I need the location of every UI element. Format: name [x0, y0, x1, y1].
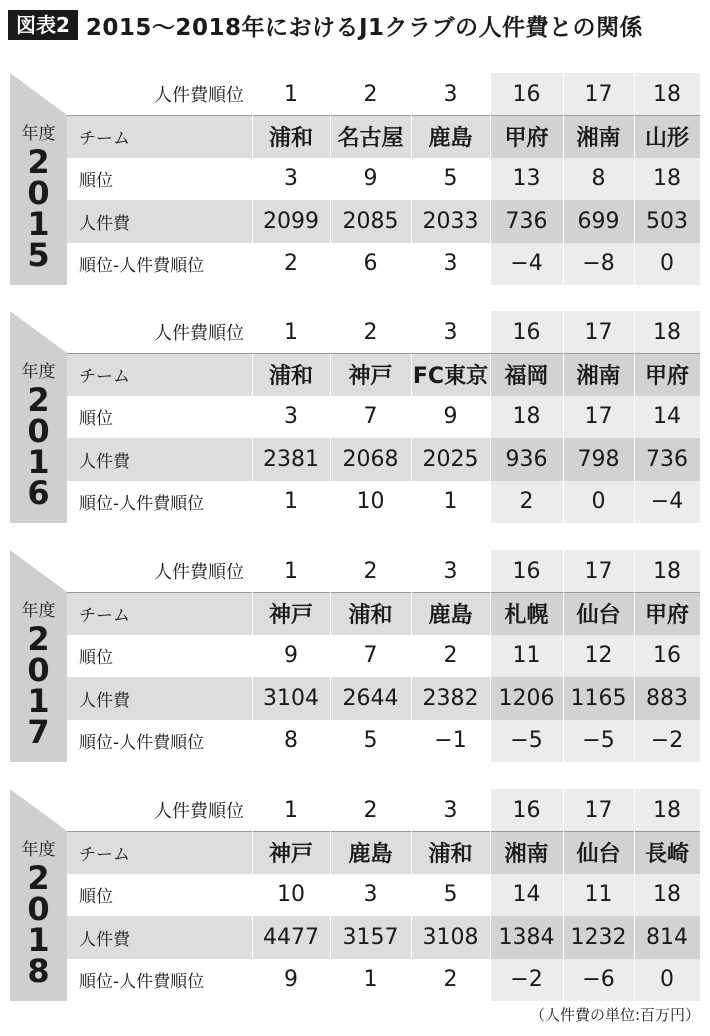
table-cell: 16 [634, 635, 700, 678]
rank-header-cell: 17 [584, 319, 613, 345]
table-cell: 1384 [490, 916, 563, 959]
table-cell: 2 [490, 481, 563, 524]
corner-diagonal [10, 550, 67, 592]
table-cell: 2 [284, 251, 298, 277]
column-divider [563, 789, 564, 1001]
table-cell: 503 [634, 200, 700, 243]
year-digit: 1 [27, 682, 50, 720]
year-column [10, 831, 67, 1001]
table-cell: 0 [634, 243, 700, 286]
rank-header-label: 人件費順位 [154, 801, 244, 822]
table-cell: 0 [634, 959, 700, 1002]
table-cell: 1232 [563, 916, 634, 959]
year-column [10, 592, 67, 762]
table-cell: −5 [563, 720, 634, 763]
position-row [67, 396, 700, 439]
rank-header-label: 人件費順位 [154, 562, 244, 583]
year-digits [10, 859, 67, 990]
figure-title: 2015〜2018年におけるJ1クラブの人件費との関係 [85, 14, 644, 41]
year-digits [10, 381, 67, 512]
column-divider [634, 550, 635, 762]
row-label: チーム [79, 366, 130, 387]
rank-header-cell: 3 [443, 319, 458, 345]
year-table [10, 73, 700, 285]
year-digit: 1 [27, 205, 50, 243]
table-cell: 神戸 [348, 363, 393, 389]
table-cell: 福岡 [490, 353, 563, 396]
row-label: チーム [79, 128, 130, 149]
column-divider [411, 73, 412, 285]
corner-diagonal [10, 73, 67, 115]
cost-row [67, 916, 700, 959]
table-cell: 1 [443, 489, 458, 515]
column-divider [490, 311, 491, 523]
table-cell: 神戸 [268, 602, 313, 628]
table-cell: 甲府 [634, 353, 700, 396]
rank-header-cell: 18 [653, 797, 681, 823]
rank-header-cell: 17 [584, 797, 613, 823]
table-cell: 浦和 [268, 125, 313, 151]
row-label: 順位 [79, 648, 113, 669]
table-cell: 3 [443, 251, 458, 277]
table-cell: 10 [356, 489, 385, 515]
table-cell: 6 [363, 251, 378, 277]
year-digit: 0 [27, 412, 50, 450]
table-cell: −1 [434, 728, 467, 754]
column-divider [490, 550, 491, 762]
table-cell: 883 [634, 677, 700, 720]
table-cell: 3 [284, 404, 298, 430]
row-label: チーム [79, 605, 130, 626]
table-cell: 浦和 [428, 841, 473, 867]
table-cell: 鹿島 [428, 602, 473, 628]
row-label: 人件費 [79, 690, 130, 711]
header-divider [67, 831, 700, 832]
row-label: 順位 [79, 171, 113, 192]
rank-header-cell: 3 [443, 81, 458, 107]
table-cell: 湘南 [563, 353, 634, 396]
table-cell: 1206 [490, 677, 563, 720]
table-cell: 仙台 [563, 831, 634, 874]
corner-diagonal [10, 311, 67, 353]
table-cell: −8 [563, 243, 634, 286]
column-divider [330, 73, 331, 285]
position-row [67, 874, 700, 917]
table-cell: 2085 [342, 208, 399, 234]
table-cell: −2 [490, 959, 563, 1002]
table-cell: 7 [363, 643, 378, 669]
table-cell: 8 [284, 728, 298, 754]
row-label: 人件費 [79, 929, 130, 950]
rank-header-label: 人件費順位 [154, 323, 244, 344]
diff-row [67, 243, 700, 286]
year-digit: 1 [27, 443, 50, 481]
year-digit: 8 [27, 952, 50, 990]
table-cell: 3 [284, 166, 298, 192]
table-cell: 湘南 [490, 831, 563, 874]
team-row [67, 353, 700, 396]
table-cell: 名古屋 [337, 125, 404, 151]
team-row [67, 592, 700, 635]
column-divider [411, 311, 412, 523]
year-table [10, 311, 700, 523]
year-digit: 1 [27, 921, 50, 959]
year-digit: 0 [27, 890, 50, 928]
rank-header-cell: 1 [284, 81, 298, 107]
table-cell: 18 [634, 874, 700, 917]
rank-header-cell: 18 [653, 319, 681, 345]
rank-header-cell: 1 [284, 797, 298, 823]
table-cell: 2381 [263, 446, 319, 472]
column-divider [490, 789, 491, 1001]
diff-row [67, 959, 700, 1002]
header-divider [67, 592, 700, 593]
year-label: 年度 [21, 362, 56, 382]
table-cell: 3157 [342, 924, 399, 950]
rank-header-cell: 16 [512, 797, 541, 823]
column-divider [634, 311, 635, 523]
rank-header-cell: 16 [512, 81, 541, 107]
table-cell: 10 [277, 882, 305, 908]
table-cell: 2025 [422, 446, 479, 472]
row-label: 順位-人件費順位 [79, 972, 205, 993]
corner-diagonal [10, 789, 67, 831]
row-label: 順位 [79, 887, 113, 908]
rank-header-cell: 3 [443, 558, 458, 584]
year-column [10, 115, 67, 285]
diff-row [67, 720, 700, 763]
table-cell: 9 [284, 967, 298, 993]
figure-tag: 図表2 [8, 10, 78, 40]
table-cell: 1165 [563, 677, 634, 720]
row-label: 順位-人件費順位 [79, 733, 205, 754]
table-cell: 1 [284, 489, 298, 515]
rank-header-cell: 2 [363, 81, 378, 107]
year-table [10, 789, 700, 1001]
table-cell: 2099 [263, 208, 319, 234]
table-cell: 3104 [263, 685, 319, 711]
rank-header-cell: 3 [443, 797, 458, 823]
table-cell: 17 [563, 396, 634, 439]
table-cell: 山形 [634, 115, 700, 158]
position-row [67, 635, 700, 678]
table-cell: 5 [443, 882, 458, 908]
column-divider [634, 73, 635, 285]
table-cell: 甲府 [634, 592, 700, 635]
table-cell: 鹿島 [428, 125, 473, 151]
table-cell: −4 [490, 243, 563, 286]
table-cell: 長崎 [634, 831, 700, 874]
position-row [67, 158, 700, 201]
year-digit: 2 [27, 859, 50, 897]
column-divider [490, 73, 491, 285]
table-cell: 0 [563, 481, 634, 524]
column-divider [330, 550, 331, 762]
table-cell: 736 [634, 438, 700, 481]
column-divider [563, 73, 564, 285]
table-cell: 814 [634, 916, 700, 959]
year-column [10, 353, 67, 523]
year-digit: 0 [27, 174, 50, 212]
table-cell: −4 [634, 481, 700, 524]
diff-row [67, 481, 700, 524]
year-digit: 6 [27, 474, 50, 512]
rank-header-cell: 2 [363, 319, 378, 345]
table-cell: 2644 [342, 685, 399, 711]
table-cell: 5 [443, 166, 458, 192]
cost-row [67, 438, 700, 481]
table-cell: −6 [563, 959, 634, 1002]
table-cell: 12 [563, 635, 634, 678]
table-cell: 699 [563, 200, 634, 243]
table-cell: 9 [284, 643, 298, 669]
column-divider [330, 789, 331, 1001]
table-cell: 3 [363, 882, 378, 908]
rank-header-cell: 1 [284, 558, 298, 584]
column-divider [252, 550, 253, 762]
table-cell: 936 [490, 438, 563, 481]
header-divider [67, 115, 700, 116]
cost-row [67, 677, 700, 720]
table-cell: 5 [363, 728, 378, 754]
team-row [67, 115, 700, 158]
table-cell: 1 [363, 967, 378, 993]
table-cell: 13 [490, 158, 563, 201]
cost-row [67, 200, 700, 243]
year-digit: 2 [27, 381, 50, 419]
table-cell: 14 [490, 874, 563, 917]
table-cell: 2 [443, 643, 458, 669]
unit-note: （人件費の単位:百万円） [529, 1006, 700, 1024]
column-divider [252, 311, 253, 523]
table-cell: 11 [490, 635, 563, 678]
table-cell: −2 [634, 720, 700, 763]
table-cell: 札幌 [490, 592, 563, 635]
year-digits [10, 143, 67, 274]
column-divider [252, 789, 253, 1001]
column-divider [411, 550, 412, 762]
table-cell: 8 [563, 158, 634, 201]
table-cell: FC東京 [412, 363, 489, 389]
column-divider [634, 789, 635, 1001]
year-digit: 0 [27, 651, 50, 689]
rank-header-cell: 1 [284, 319, 298, 345]
rank-header-cell: 2 [363, 797, 378, 823]
table-cell: 浦和 [348, 602, 393, 628]
table-cell: 2 [443, 967, 458, 993]
rank-header-cell: 2 [363, 558, 378, 584]
year-digit: 7 [27, 713, 50, 751]
year-label: 年度 [21, 601, 56, 621]
column-divider [411, 789, 412, 1001]
year-table [10, 550, 700, 762]
table-cell: 11 [563, 874, 634, 917]
table-cell: 9 [443, 404, 458, 430]
table-cell: 神戸 [268, 841, 313, 867]
column-divider [252, 73, 253, 285]
rank-header-cell: 18 [653, 81, 681, 107]
column-divider [563, 311, 564, 523]
table-cell: 甲府 [490, 115, 563, 158]
table-cell: 736 [490, 200, 563, 243]
table-cell: 3108 [422, 924, 479, 950]
table-cell: 浦和 [268, 363, 313, 389]
table-cell: 18 [634, 158, 700, 201]
table-cell: 仙台 [563, 592, 634, 635]
table-cell: −5 [490, 720, 563, 763]
column-divider [563, 550, 564, 762]
rank-header-cell: 16 [512, 319, 541, 345]
rank-header-label: 人件費順位 [154, 85, 244, 106]
table-cell: 鹿島 [348, 841, 393, 867]
column-divider [330, 311, 331, 523]
year-label: 年度 [21, 840, 56, 860]
rank-header-cell: 18 [653, 558, 681, 584]
table-cell: 14 [634, 396, 700, 439]
row-label: 人件費 [79, 213, 130, 234]
table-cell: 7 [363, 404, 378, 430]
table-cell: 2033 [422, 208, 479, 234]
year-digits [10, 620, 67, 751]
row-label: 順位-人件費順位 [79, 494, 205, 515]
row-label: 順位 [79, 409, 113, 430]
table-cell: 湘南 [563, 115, 634, 158]
team-row [67, 831, 700, 874]
rank-header-cell: 17 [584, 558, 613, 584]
table-cell: 2382 [422, 685, 479, 711]
row-label: 順位-人件費順位 [79, 256, 205, 277]
table-cell: 2068 [342, 446, 399, 472]
year-digit: 2 [27, 143, 50, 181]
rank-header-cell: 16 [512, 558, 541, 584]
figure-header [8, 8, 643, 42]
table-cell: 4477 [263, 924, 319, 950]
row-label: チーム [79, 844, 130, 865]
row-label: 人件費 [79, 451, 130, 472]
year-digit: 2 [27, 620, 50, 658]
table-cell: 18 [490, 396, 563, 439]
table-cell: 9 [363, 166, 378, 192]
year-digit: 5 [27, 236, 50, 274]
rank-header-cell: 17 [584, 81, 613, 107]
year-label: 年度 [21, 124, 56, 144]
table-cell: 798 [563, 438, 634, 481]
header-divider [67, 353, 700, 354]
